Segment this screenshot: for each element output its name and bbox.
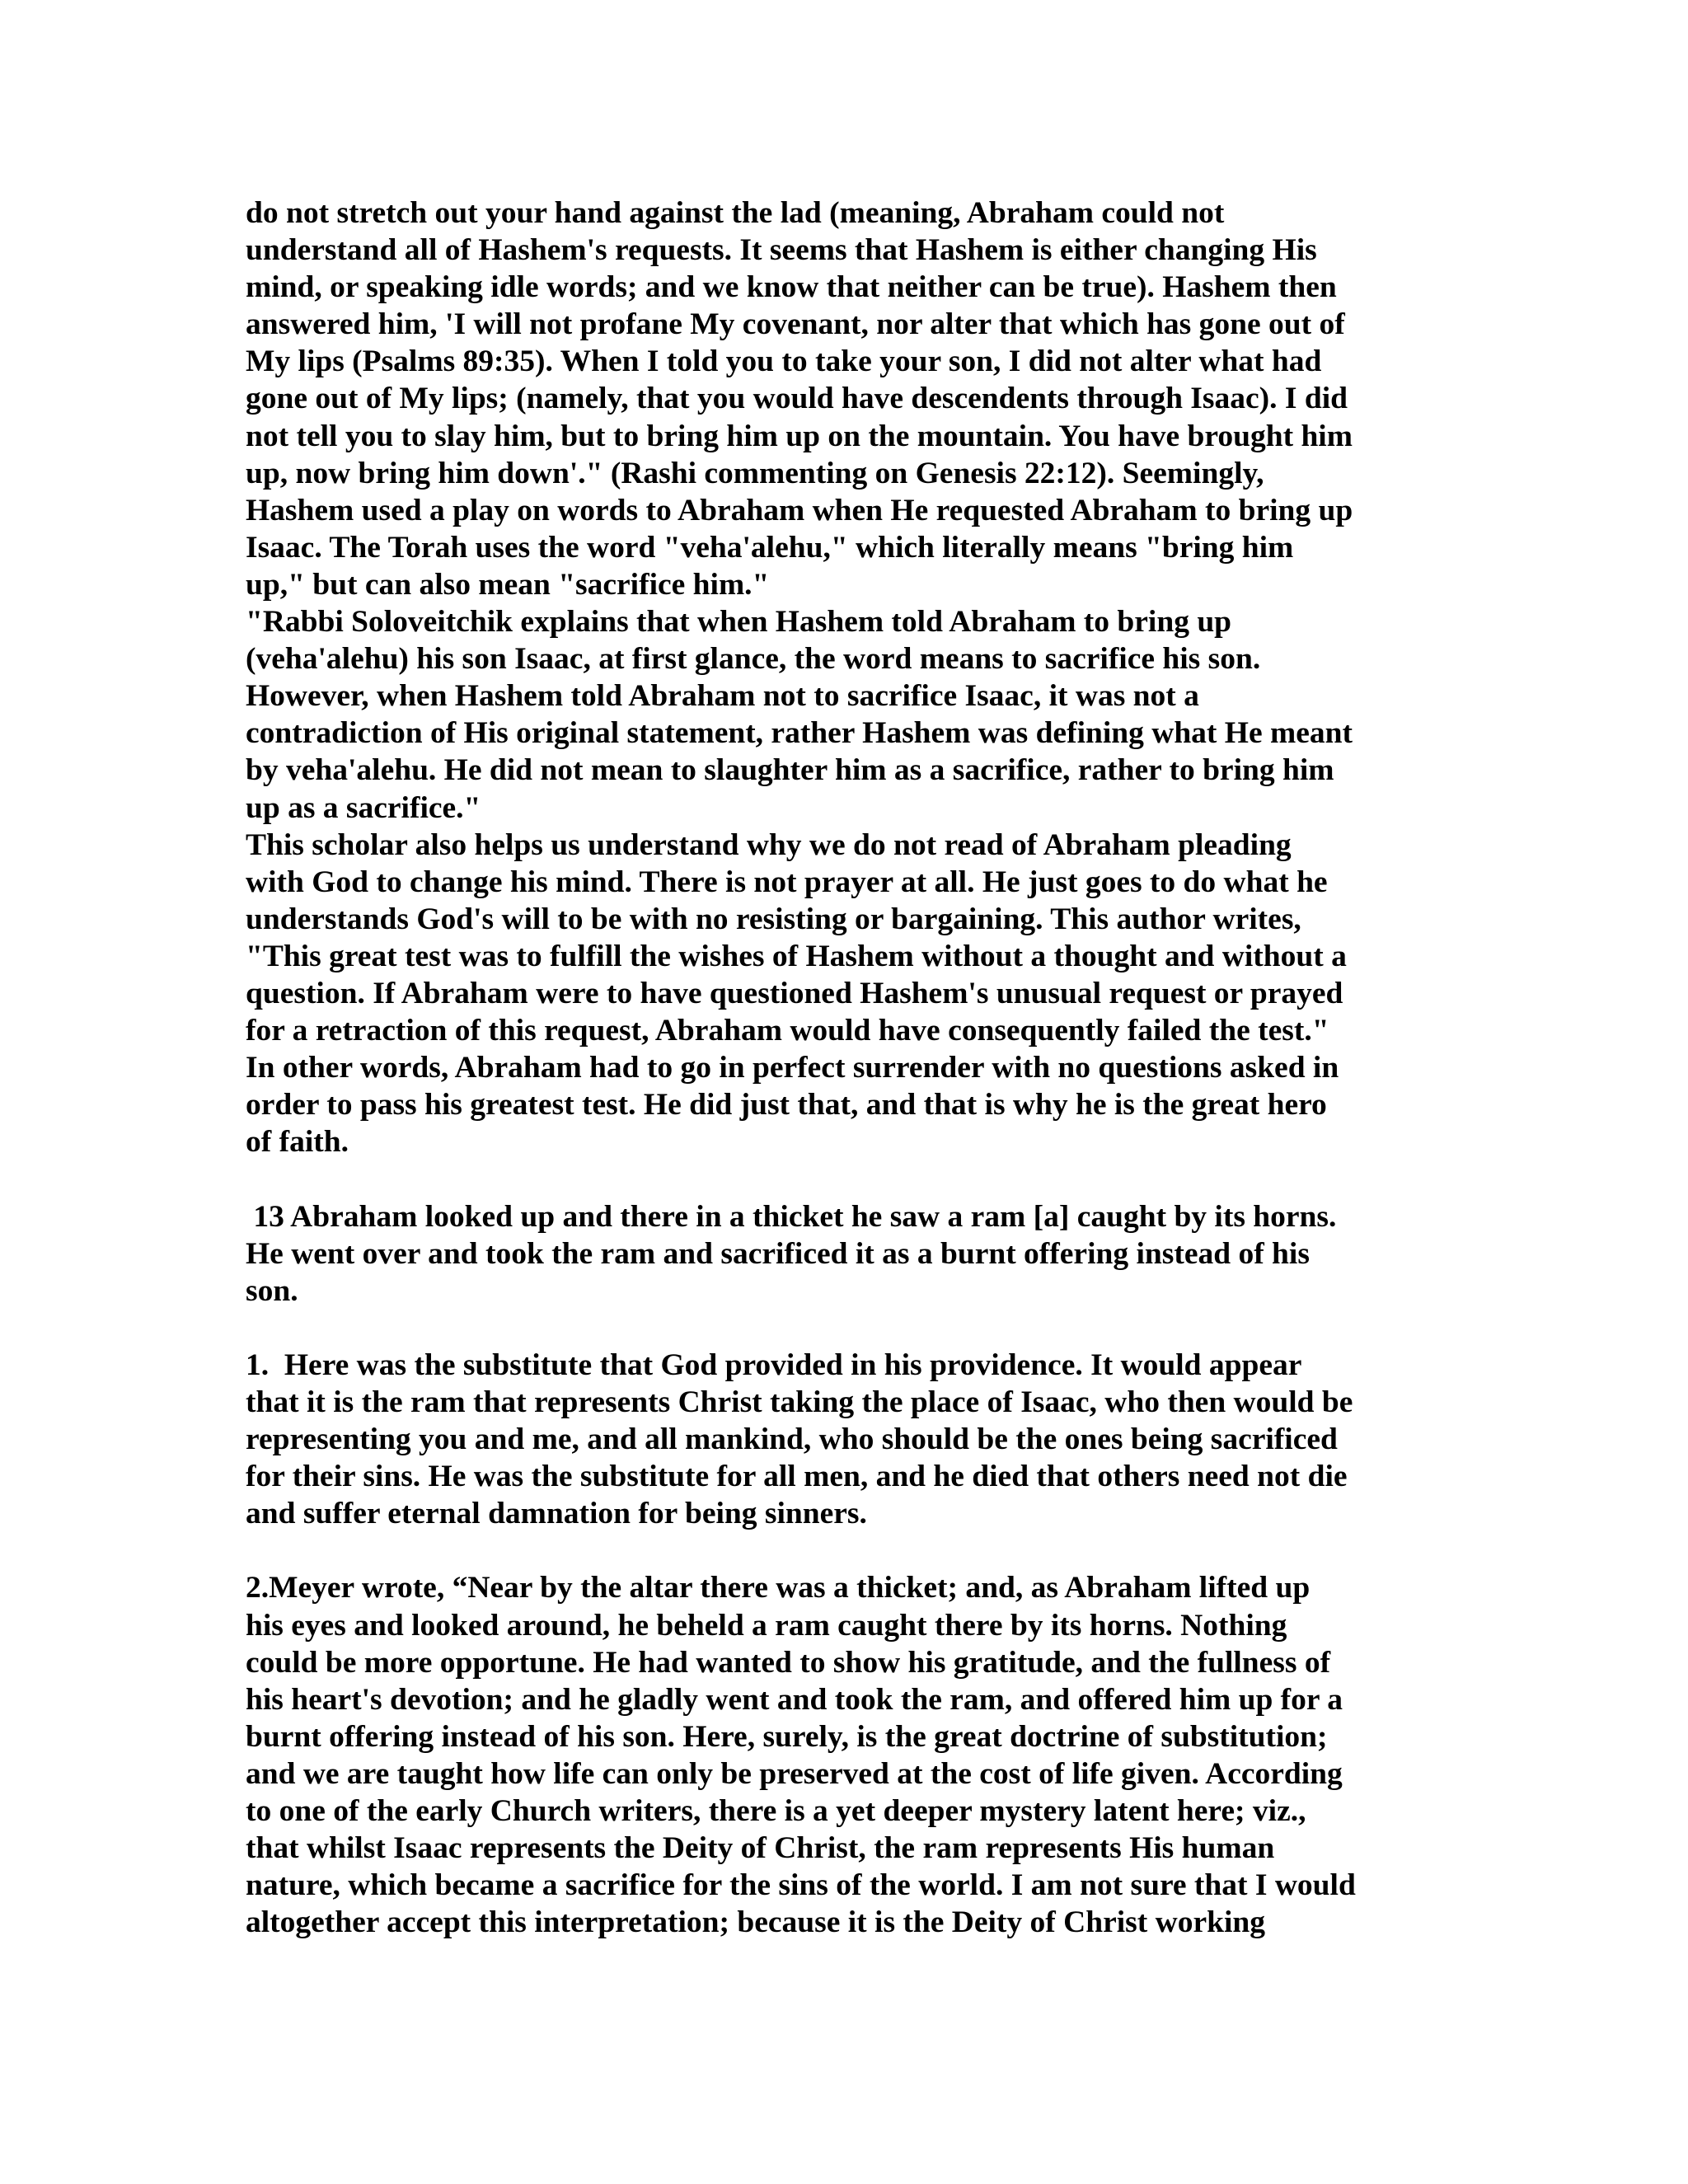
text-line: with God to change his mind. There is not prayer at all. He just goes to do what he [246, 865, 1328, 899]
text-line: My lips (Psalms 89:35). When I told you to take your son, I did not alter what had [246, 344, 1322, 379]
text-line: gone out of My lips; (namely, that you would have descendents through Isaac). I did [246, 382, 1348, 416]
para-scholar [246, 827, 1441, 1161]
point-2 [246, 1569, 1441, 1941]
paragraph-spacer [246, 1160, 1441, 1197]
text-line: and we are taught how life can only be preserved at the cost of life given. According [246, 1756, 1343, 1791]
text-line: understands God's will to be with no resisting or bargaining. This author writes, [246, 902, 1301, 936]
text-line: up, now bring him down'." (Rashi commenting on Genesis 22:12). Seemingly, [246, 456, 1264, 490]
text-line: that whilst Isaac represents the Deity of Christ, the ram represents His human [246, 1831, 1275, 1866]
text-line: to one of the early Church writers, there is a yet deeper mystery latent here; viz., [246, 1794, 1306, 1829]
text-line: and suffer eternal damnation for being sinners. [246, 1497, 867, 1531]
text-line: up as a sacrifice." [246, 790, 481, 825]
text-line: for a retraction of this request, Abraham would have consequently failed the test." [246, 1014, 1329, 1048]
text-line: his eyes and looked around, he beheld a ram caught there by its horns. Nothing [246, 1608, 1287, 1643]
text-line: his heart's devotion; and he gladly went and took the ram, and offered him up for a [246, 1682, 1343, 1717]
text-line: answered him, 'I will not profane My covenant, nor alter that which has gone out of [246, 307, 1345, 342]
text-line: "This great test was to fulfill the wishes of Hashem without a thought and without a [246, 939, 1347, 973]
text-line: understand all of Hashem's requests. It seems that Hashem is either changing His [246, 233, 1317, 268]
text-line: of faith. [246, 1125, 349, 1160]
text-line: 1. Here was the substitute that God provided in his providence. It would appear [246, 1347, 1302, 1382]
verse-13 [246, 1198, 1441, 1310]
text-line: (veha'alehu) his son Isaac, at first glance, the word means to sacrifice his son. [246, 642, 1261, 677]
para-hashem-covenant [246, 194, 1441, 603]
text-line: Hashem used a play on words to Abraham when He requested Abraham to bring up [246, 493, 1353, 527]
text-line: question. If Abraham were to have questioned Hashem's unusual request or prayed [246, 976, 1343, 1010]
paragraph-spacer [246, 1310, 1441, 1347]
text-line: by veha'alehu. He did not mean to slaughter him as a sacrifice, rather to bring him [246, 753, 1334, 788]
text-line: In other words, Abraham had to go in perfect surrender with no questions asked in [246, 1051, 1339, 1085]
text-line: contradiction of His original statement, rather Hashem was defining what He meant [246, 716, 1353, 751]
paragraph-spacer [246, 1532, 1441, 1569]
text-line: altogether accept this interpretation; because it is the Deity of Christ working [246, 1905, 1265, 1940]
text-line: order to pass his greatest test. He did just that, and that is why he is the great hero [246, 1088, 1327, 1122]
text-line: 13 Abraham looked up and there in a thicket he saw a ram [a] caught by its horns. [246, 1199, 1337, 1234]
document-page [246, 194, 1441, 1941]
text-line: "Rabbi Soloveitchik explains that when Hashem told Abraham to bring up [246, 605, 1232, 640]
text-line: 2.Meyer wrote, “Near by the altar there was a thicket; and, as Abraham lifted up [246, 1571, 1311, 1605]
text-line: Isaac. The Torah uses the word "veha'alehu," which literally means "bring him [246, 530, 1294, 565]
para-soloveitchik [246, 603, 1441, 827]
text-line: for their sins. He was the substitute for all men, and he died that others need not die [246, 1460, 1348, 1494]
text-line: nature, which became a sacrifice for the sins of the world. I am not sure that I would [246, 1868, 1356, 1903]
text-line: up," but can also mean "sacrifice him." [246, 567, 770, 602]
point-1 [246, 1347, 1441, 1532]
text-line: representing you and me, and all mankind, who should be the ones being sacrificed [246, 1422, 1338, 1457]
text-line: He went over and took the ram and sacrificed it as a burnt offering instead of his [246, 1236, 1310, 1271]
text-line: However, when Hashem told Abraham not to sacrifice Isaac, it was not a [246, 679, 1199, 714]
text-line: not tell you to slay him, but to bring him up on the mountain. You have brought him [246, 419, 1353, 453]
text-line: do not stretch out your hand against the lad (meaning, Abraham could not [246, 196, 1225, 230]
text-line: This scholar also helps us understand why we do not read of Abraham pleading [246, 827, 1292, 862]
text-line: that it is the ram that represents Christ taking the place of Isaac, who then would be [246, 1385, 1353, 1419]
text-line: burnt offering instead of his son. Here, surely, is the great doctrine of substitution; [246, 1719, 1328, 1754]
text-line: son. [246, 1273, 298, 1308]
text-line: mind, or speaking idle words; and we know that neither can be true). Hashem then [246, 270, 1337, 305]
text-line: could be more opportune. He had wanted to show his gratitude, and the fullness of [246, 1645, 1331, 1680]
